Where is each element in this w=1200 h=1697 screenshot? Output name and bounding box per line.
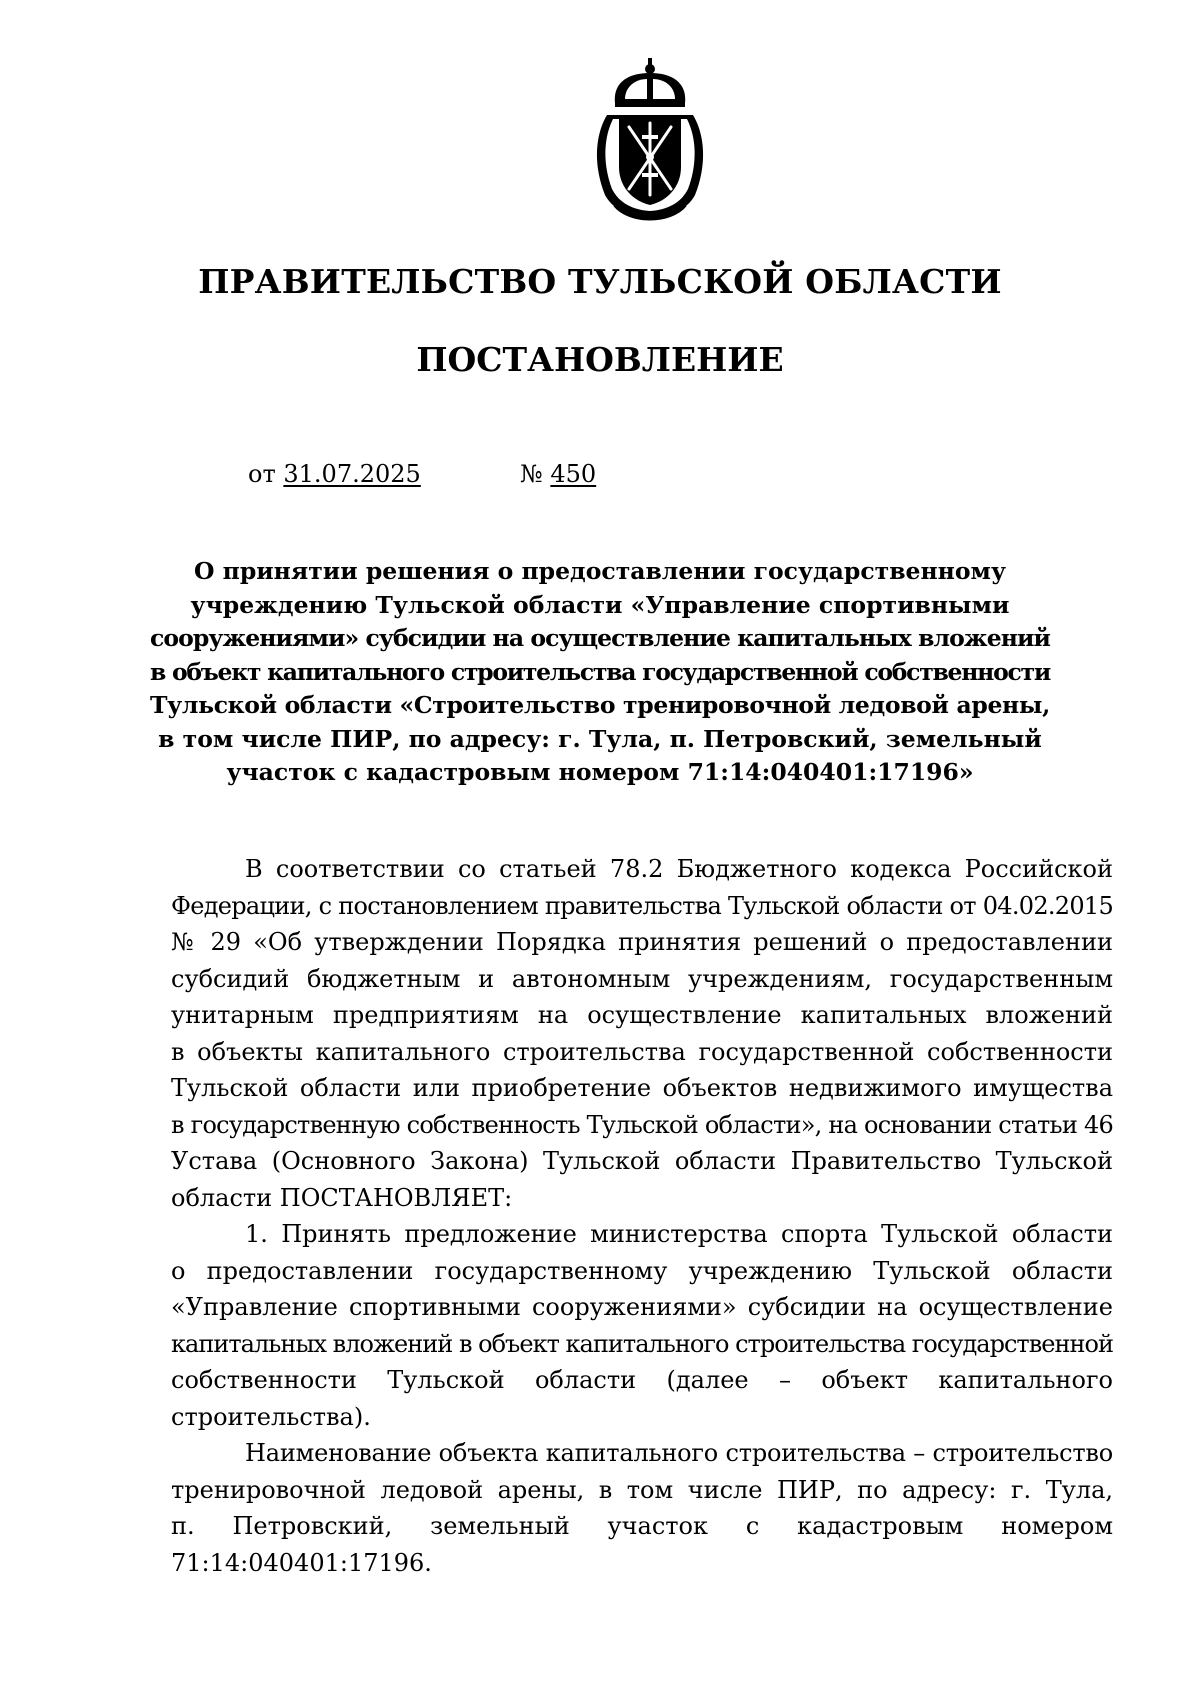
number-label: № [520,460,543,488]
title-line: учреждению Тульской области «Управление спортивными [190,590,1010,619]
body-line: Тульской области или приобретение объектов недвижимого имущества [171,1074,1113,1102]
body-line: субсидий бюджетным и автономным учреждениям, государственным [171,964,1113,993]
body-line: о предоставлении государственному учреждению Тульской области [171,1256,1113,1285]
date-label: от [248,460,276,488]
body-line: собственности Тульской области (далее – объект капитального [171,1366,1113,1394]
body-line: Наименование объекта капитального строительства – строительство [245,1439,1113,1467]
body-line: В соответствии со статьей 78.2 Бюджетного кодекса Российской [245,855,1113,883]
body-line: в объекты капитального строительства государственной собственности [171,1037,1113,1066]
body-line: в государственную собственность Тульской области», на основании статьи 46 [171,1110,1113,1139]
body-line: унитарным предприятиям на осуществление капитальных вложений [171,1001,1113,1029]
paragraph-item-1 [171,1216,1113,1435]
body-line: тренировочной ледовой арены, в том числе ПИР, по адресу: г. Тула, [171,1475,1113,1504]
body-line: п. Петровский, земельный участок с кадастровым номером [171,1512,1113,1540]
paragraph-object-name [171,1435,1113,1581]
body-line: Устава (Основного Закона) Тульской области Правительство Тульской [171,1147,1113,1175]
number-block [520,458,596,490]
document-title [150,555,1050,790]
body-line: капитальных вложений в объект капитального строительства государственной [171,1329,1113,1358]
body-line: «Управление спортивными сооружениями» субсидии на осуществление [171,1293,1113,1321]
body-line: области ПОСТАНОВЛЯЕТ: [171,1183,513,1212]
tula-coat-of-arms-icon [585,55,715,225]
document-number: 450 [550,460,597,488]
body-line: строительства). [171,1402,371,1431]
title-line: в объект капитального строительства государственной собственности [150,657,1050,686]
body-line: 1. Принять предложение министерства спорта Тульской области [245,1220,1113,1248]
title-line: сооружениями» субсидии на осуществление капитальных вложений [150,624,1050,652]
document-body [171,851,1113,1581]
body-line: Федерации, с постановлением правительства Тульской области от 04.02.2015 [171,891,1114,920]
title-line: Тульской области «Строительство тренировочной ледовой арены, [150,691,1050,719]
paragraph-preamble [171,851,1113,1216]
body-line: 71:14:040401:17196. [171,1548,432,1577]
title-line: О принятии решения о предоставлении государственному [193,557,1007,585]
title-line: в том числе ПИР, по адресу: г. Тула, п. Петровский, земельный [158,724,1042,753]
document-type: ПОСТАНОВЛЕНИЕ [416,340,784,379]
date-number-line [248,458,597,490]
authority-name: ПРАВИТЕЛЬСТВО ТУЛЬСКОЙ ОБЛАСТИ [198,262,1002,301]
title-line: участок с кадастровым номером 71:14:040401:17196» [226,758,974,786]
document-date: 31.07.2025 [283,460,421,488]
body-line: № 29 «Об утверждении Порядка принятия решений о предоставлении [171,928,1113,956]
